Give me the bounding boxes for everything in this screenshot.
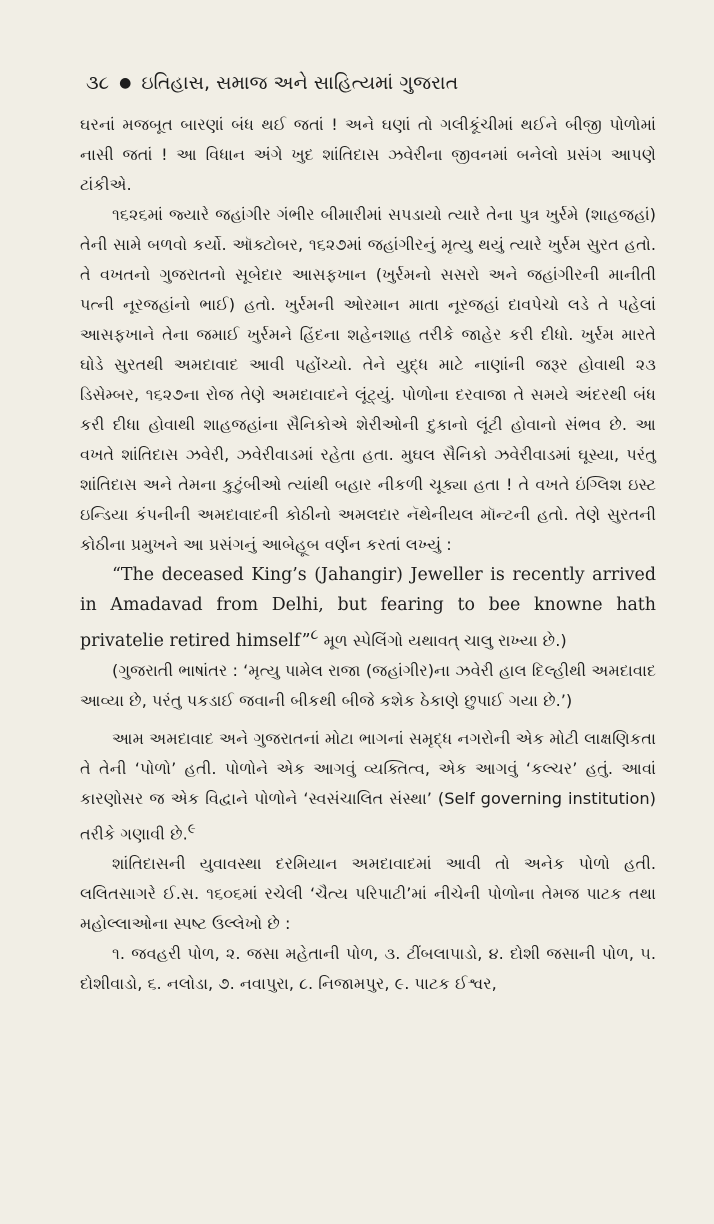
page-number: ૩૮ [86,72,110,94]
paragraph-jahangir: ૧૬૨૬માં જ્યારે જહાંગીર ગંભીર બીમારીમાં સપડાયો ત્યારે તેના પુત્ર ખુર્રમે (શાહજહાં) તેની સામે બળવો કર્યો. ઑક્ટોબર, ૧૬૨૭માં જહાંગીરનું મૃત્યુ થયું ત્યારે ખુર્રમ સુરત હતો. તે વખતનો ગુજરાતનો સૂબેદાર આસફખાન (ખુર્રમનો સસરો અને જહાંગીરની માનીતી પત્ની નૂરજહાંનો ભાઈ) હતો. ખુર્રમની ઓરમાન માતા નૂરજહાં દાવપેચો લડે તે પહેલાં આસફખાને તેના જમાઈ ખુર્રમને હિંદના શહેનશાહ તરીકે જાહેર કરી દીધો. ખુર્રમ મારતે ઘોડે સુરતથી અમદાવાદ આવી પહોંચ્યો. તેને યુદ્ધ માટે નાણાંની જરૂર હોવાથી ૨૩ ડિસેમ્બર, ૧૬૨૭ના રોજ તેણે અમદાવાદને લૂંટ્યું. પોળોના દરવાજા તે સમયે અંદરથી બંધ કરી દીધા હોવાથી શાહજહાંના સૈનિકોએ શેરીઓની દુકાનો લૂંટી હોવાનો સંભવ છે. આ વખતે શાંતિદાસ ઝવેરી, ઝવેરીવાડમાં રહેતા હતા. મુઘલ સૈનિકો ઝવેરીવાડમાં ઘૂસ્યા, પરંતુ શાંતિદાસ અને તેમના કુટુંબીઓ ત્યાંથી બહાર નીકળી ચૂક્યા હતા ! તે વખતે ઇંગ્લિશ ઇસ્ટ ઇન્ડિયા કંપનીની અમદાવાદની કોઠીનો અમલદાર નૅથેનીયલ મૉન્ટની હતો. તેણે સુરતની કોઠીના પ્રમુખને આ પ્રસંગનું આબેહૂબ વર્ણન કરતાં લખ્યું : [80,205,656,554]
footnote-ref: ૮ [310,627,319,643]
pol-list: ૧. જવહરી પોળ, ૨. જસા મહેતાની પોળ, ૩. ટીંબલાપાડો, ૪. દોશી જસાની પોળ, ૫. દોશીવાડો, ૬. નલોડા, ૭. નવાપુરા, ૮. નિજામપુર, ૯. પાટક ઈશ્વર, [80,944,656,994]
running-title: ઇતિહાસ, સમાજ અને સાહિત્યમાં ગુજરાત [141,72,459,94]
gujarati-translation: (ગુજરાતી ભાષાંતર : ‘મૃત્યુ પામેલ રાજા (જહાંગીર)ના ઝવેરી હાલ દિલ્હીથી અમદાવાદ આવ્યા છે, પરંતુ પકડાઈ જવાની બીકથી બીજે કશેક ઠેકાણે છુપાઈ ગયા છે.’) [80,660,656,710]
bullet-separator-icon: ● [119,75,132,91]
english-quote [80,560,656,656]
paragraph-continued: ઘરનાં મજબૂત બારણાં બંધ થઈ જતાં ! અને ઘણાં તો ગલીકૂંચીમાં થઈને બીજી પોળોમાં નાસી જતાં ! આ વિધાન અંગે ખુદ શાંતિદાસ ઝવેરીના જીવનમાં બનેલો પ્રસંગ આપણે ટાંકીએ. [80,115,656,194]
quote-text: “The deceased King’s (Jahangir) Jeweller is recently arrived in Amadavad from Delhi, but fearing to bee knowne hath privatelie retired himself” [80,565,656,651]
page-body [80,110,656,999]
paragraph-pol [80,724,656,849]
pol-text: આમ અમદાવાદ અને ગુજરાતનાં મોટા ભાગનાં સમૃદ્ધ નગરોની એક મોટી લાક્ષણિકતા તે તેની ‘પોળો’ હતી. પોળોને એક આગવું વ્યક્તિત્વ, એક આગવું ‘કલ્ચર’ હતું. આવાં કારણોસર જ એક વિદ્વાને પોળોને ‘સ્વસંચાલિત સંસ્થા’ (Self governing institution) તરીકે ગણાવી છે. [80,728,656,844]
running-header [86,70,656,96]
paragraph-shantidas: શાંતિદાસની યુવાવસ્થા દરમિયાન અમદાવાદમાં આવી તો અનેક પોળો હતી. લલિતસાગરે ઈ.સ. ૧૬૦૬માં રચેલી ‘ચૈત્ય પરિપાટી’માં નીચેની પોળોના તેમજ પાટક તથા મહોલ્લાઓના સ્પષ્ટ ઉલ્લેખો છે : [80,854,656,934]
footnote-ref: ૯ [187,820,196,837]
quote-note: મૂળ સ્પેલિંગો યથાવત્ ચાલુ રાખ્યા છે.) [318,630,567,650]
